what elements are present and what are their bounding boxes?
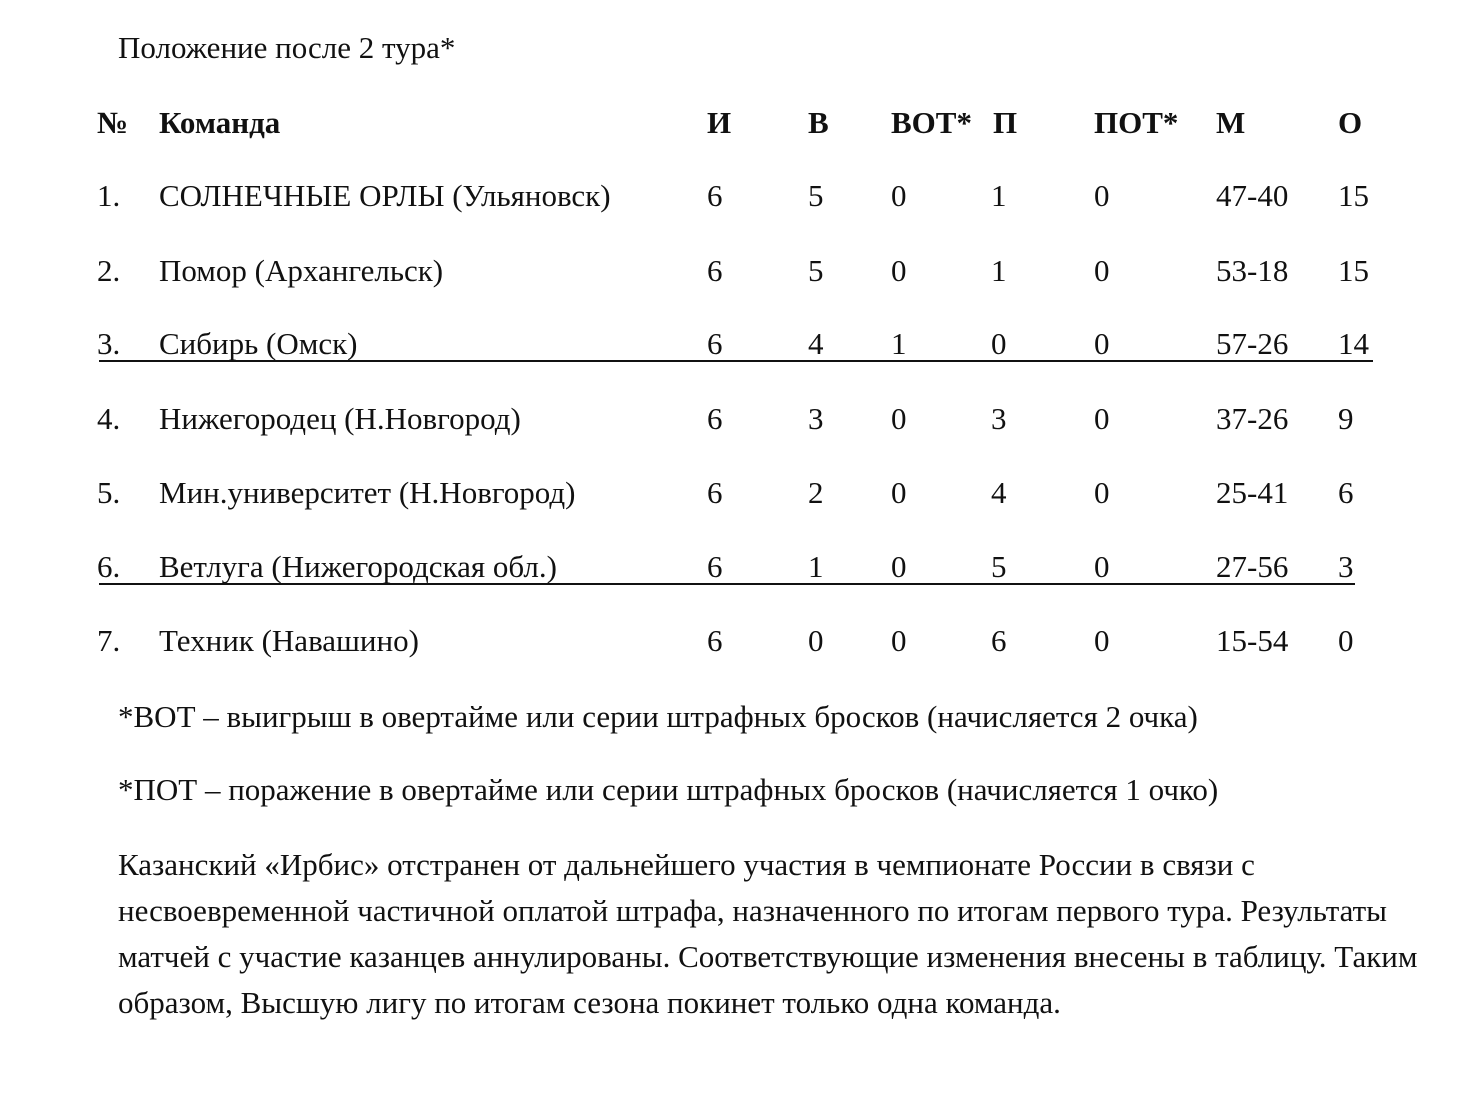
row-points: 14 — [1338, 326, 1369, 361]
row-overtime-losses: 0 — [1094, 253, 1110, 288]
row-games: 6 — [707, 253, 723, 288]
row-points: 6 — [1338, 475, 1354, 510]
row-overtime-losses: 0 — [1094, 326, 1110, 361]
page-title: Положение после 2 тура* — [118, 30, 456, 65]
row-losses: 1 — [991, 178, 1007, 213]
table-row — [0, 473, 1460, 513]
row-wins: 1 — [808, 549, 824, 584]
header-points: О — [1338, 105, 1363, 140]
header-number: № — [97, 105, 129, 140]
row-overtime-losses: 0 — [1094, 475, 1110, 510]
row-number: 4. — [97, 401, 121, 436]
row-number: 7. — [97, 623, 121, 658]
row-points: 9 — [1338, 401, 1354, 436]
row-games: 6 — [707, 326, 723, 361]
row-goals: 15-54 — [1216, 623, 1289, 658]
row-overtime-wins: 1 — [891, 326, 907, 361]
row-team: Мин.университет (Н.Новгород) — [159, 475, 576, 510]
row-goals: 47-40 — [1216, 178, 1289, 213]
header-goals: М — [1216, 105, 1246, 140]
relegation-zone-divider — [99, 583, 1355, 585]
row-overtime-losses: 0 — [1094, 549, 1110, 584]
table-row — [0, 324, 1460, 364]
row-team: СОЛНЕЧНЫЕ ОРЛЫ (Ульяновск) — [159, 178, 611, 213]
row-number: 1. — [97, 178, 121, 213]
row-overtime-losses: 0 — [1094, 178, 1110, 213]
row-wins: 4 — [808, 326, 824, 361]
header-overtime-wins: ВОТ* — [891, 105, 972, 140]
row-games: 6 — [707, 475, 723, 510]
header-losses: П — [993, 105, 1018, 140]
table-row — [0, 399, 1460, 439]
row-games: 6 — [707, 178, 723, 213]
row-goals: 57-26 — [1216, 326, 1289, 361]
row-team: Помор (Архангельск) — [159, 253, 444, 288]
row-wins: 0 — [808, 623, 824, 658]
row-team: Нижегородец (Н.Новгород) — [159, 401, 521, 436]
row-losses: 1 — [991, 253, 1007, 288]
row-goals: 53-18 — [1216, 253, 1289, 288]
header-overtime-losses: ПОТ* — [1094, 105, 1179, 140]
upper-zone-divider — [99, 360, 1373, 362]
row-games: 6 — [707, 623, 723, 658]
row-wins: 3 — [808, 401, 824, 436]
row-overtime-wins: 0 — [891, 178, 907, 213]
footnote-overtime-win: *ВОТ – выигрыш в овертайме или серии штрафных бросков (начисляется 2 очка) — [118, 699, 1198, 734]
row-goals: 25-41 — [1216, 475, 1289, 510]
row-number: 6. — [97, 549, 121, 584]
table-row — [0, 176, 1460, 216]
table-row — [0, 621, 1460, 661]
header-wins: В — [808, 105, 829, 140]
table-row — [0, 251, 1460, 291]
row-overtime-wins: 0 — [891, 549, 907, 584]
row-overtime-wins: 0 — [891, 475, 907, 510]
row-overtime-wins: 0 — [891, 401, 907, 436]
row-points: 15 — [1338, 253, 1369, 288]
row-losses: 0 — [991, 326, 1007, 361]
row-overtime-wins: 0 — [891, 253, 907, 288]
row-number: 2. — [97, 253, 121, 288]
row-losses: 5 — [991, 549, 1007, 584]
row-points: 0 — [1338, 623, 1354, 658]
row-team: Техник (Навашино) — [159, 623, 419, 658]
row-wins: 2 — [808, 475, 824, 510]
row-losses: 6 — [991, 623, 1007, 658]
row-games: 6 — [707, 549, 723, 584]
row-goals: 27-56 — [1216, 549, 1289, 584]
row-overtime-losses: 0 — [1094, 623, 1110, 658]
row-points: 3 — [1338, 549, 1354, 584]
row-number: 5. — [97, 475, 121, 510]
row-losses: 4 — [991, 475, 1007, 510]
row-goals: 37-26 — [1216, 401, 1289, 436]
disqualification-note: Казанский «Ирбис» отстранен от дальнейшего участия в чемпионате России в связи с несвоевременной частичной оплатой штрафа, назначенного по итогам первого тура. Результаты матчей с участие казанцев аннулированы. Соответствующие изменения внесены в таблицу. Таким образом, Высшую лигу по итогам сезона покинет только одна команда. — [118, 847, 1418, 1020]
row-wins: 5 — [808, 178, 824, 213]
row-losses: 3 — [991, 401, 1007, 436]
row-overtime-losses: 0 — [1094, 401, 1110, 436]
row-team: Ветлуга (Нижегородская обл.) — [159, 549, 557, 584]
row-number: 3. — [97, 326, 121, 361]
header-games: И — [707, 105, 732, 140]
row-wins: 5 — [808, 253, 824, 288]
row-overtime-wins: 0 — [891, 623, 907, 658]
row-points: 15 — [1338, 178, 1369, 213]
standings-header-row — [0, 103, 1460, 143]
header-team: Команда — [159, 105, 281, 140]
row-games: 6 — [707, 401, 723, 436]
table-row — [0, 547, 1460, 587]
row-team: Сибирь (Омск) — [159, 326, 358, 361]
footnote-overtime-loss: *ПОТ – поражение в овертайме или серии штрафных бросков (начисляется 1 очко) — [118, 772, 1219, 807]
